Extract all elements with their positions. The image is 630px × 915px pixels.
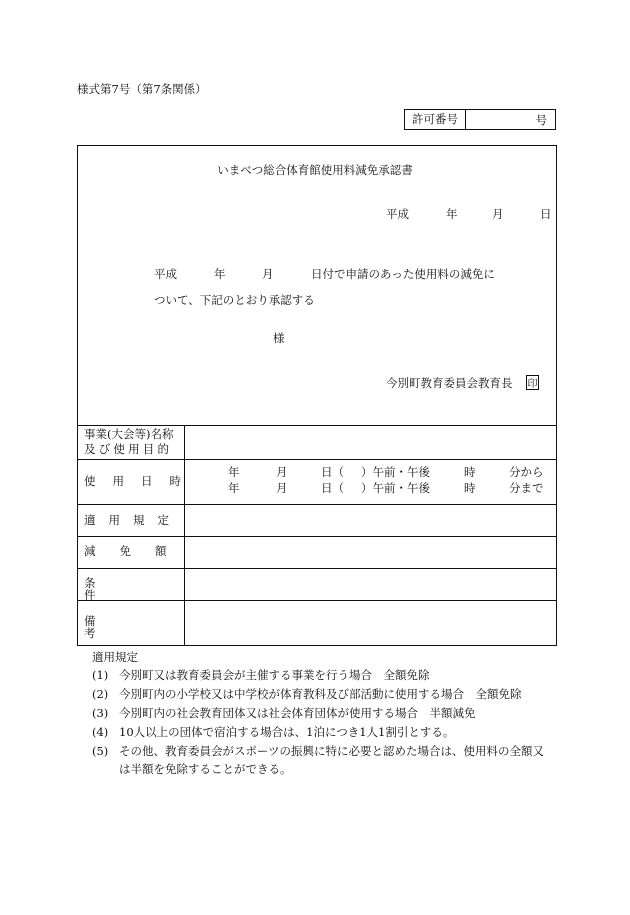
issue-date-day: 日 <box>540 207 552 221</box>
approval-statement: ついて、下記のとおり承認する <box>154 293 315 307</box>
exemption-amount-label: 減免額 <box>84 544 191 558</box>
usage-from-minute: 分から <box>509 465 544 479</box>
approval-form-frame <box>77 145 557 646</box>
table-divider <box>77 425 557 426</box>
applicable-rule-label: 適用規定 <box>84 513 182 527</box>
usage-until-minute: 分まで <box>509 481 544 495</box>
note-number: (3) <box>92 706 109 720</box>
table-divider <box>77 504 557 505</box>
note-number: (4) <box>92 725 109 739</box>
note-text: 10人以上の団体で宿泊する場合は、1泊につき1人1割引とする。 <box>119 725 455 739</box>
usage-datetime-label: 使用日時 <box>84 474 198 488</box>
application-date-month: 月 <box>262 267 274 281</box>
usage-from-hour: 時 <box>464 465 476 479</box>
note-number: (1) <box>92 668 109 682</box>
table-divider <box>77 568 557 569</box>
application-date-era: 平成 <box>154 267 177 281</box>
usage-from-ampm: ）午前・午後 <box>361 465 430 479</box>
issuer-name: 今別町教育委員会教育長 <box>386 376 513 390</box>
issue-date-year: 年 <box>446 207 458 221</box>
permit-number-box <box>404 109 556 130</box>
event-name-label-2: 及び使用目的 <box>84 442 173 456</box>
permit-number-label: 許可番号 <box>405 110 466 129</box>
usage-until-year: 年 <box>228 481 240 495</box>
usage-until-hour: 時 <box>464 481 476 495</box>
issue-date-era: 平成 <box>386 207 409 221</box>
usage-until-month: 月 <box>276 481 288 495</box>
notes-heading: 適用規定 <box>92 650 138 664</box>
remarks-label: 備考 <box>84 614 156 640</box>
usage-until-ampm: ）午前・午後 <box>361 481 430 495</box>
note-text: 今別町内の社会教育団体又は社会体育団体が使用する場合 半額減免 <box>119 706 476 720</box>
form-number: 様式第7号（第7条関係） <box>77 82 207 96</box>
note-number: (2) <box>92 687 109 701</box>
application-date-year: 年 <box>214 267 226 281</box>
note-text: 今別町内の小学校又は中学校が体育教科及び部活動に使用する場合 全額免除 <box>119 687 522 701</box>
conditions-label-row <box>84 578 178 601</box>
note-text-continued: は半額を免除することができる。 <box>119 762 292 776</box>
table-divider <box>77 459 557 460</box>
note-text: 今別町又は教育委員会が主催する事業を行う場合 全額免除 <box>119 668 430 682</box>
table-divider <box>77 536 557 537</box>
event-name-label-1: 事業(大会等)名称 <box>84 427 174 441</box>
conditions-label: 条件 <box>84 576 156 602</box>
document-title: いまべつ総合体育館使用料減免承認書 <box>217 163 413 177</box>
recipient-honorific: 様 <box>273 331 285 345</box>
usage-from-day: 日（ <box>321 465 344 479</box>
table-column-divider <box>184 425 185 645</box>
note-number: (5) <box>92 744 109 758</box>
issue-date-month: 月 <box>492 207 504 221</box>
permit-number-suffix: 号 <box>535 113 547 127</box>
usage-from-year: 年 <box>228 465 240 479</box>
remarks-label-row <box>84 616 178 639</box>
note-text: その他、教育委員会がスポーツの振興に特に必要と認めた場合は、使用料の全額又 <box>119 744 545 758</box>
usage-until-day: 日（ <box>321 481 344 495</box>
seal-box: 印 <box>526 375 539 390</box>
application-date-suffix: 日付で申請のあった使用料の減免に <box>311 267 495 281</box>
usage-from-month: 月 <box>276 465 288 479</box>
